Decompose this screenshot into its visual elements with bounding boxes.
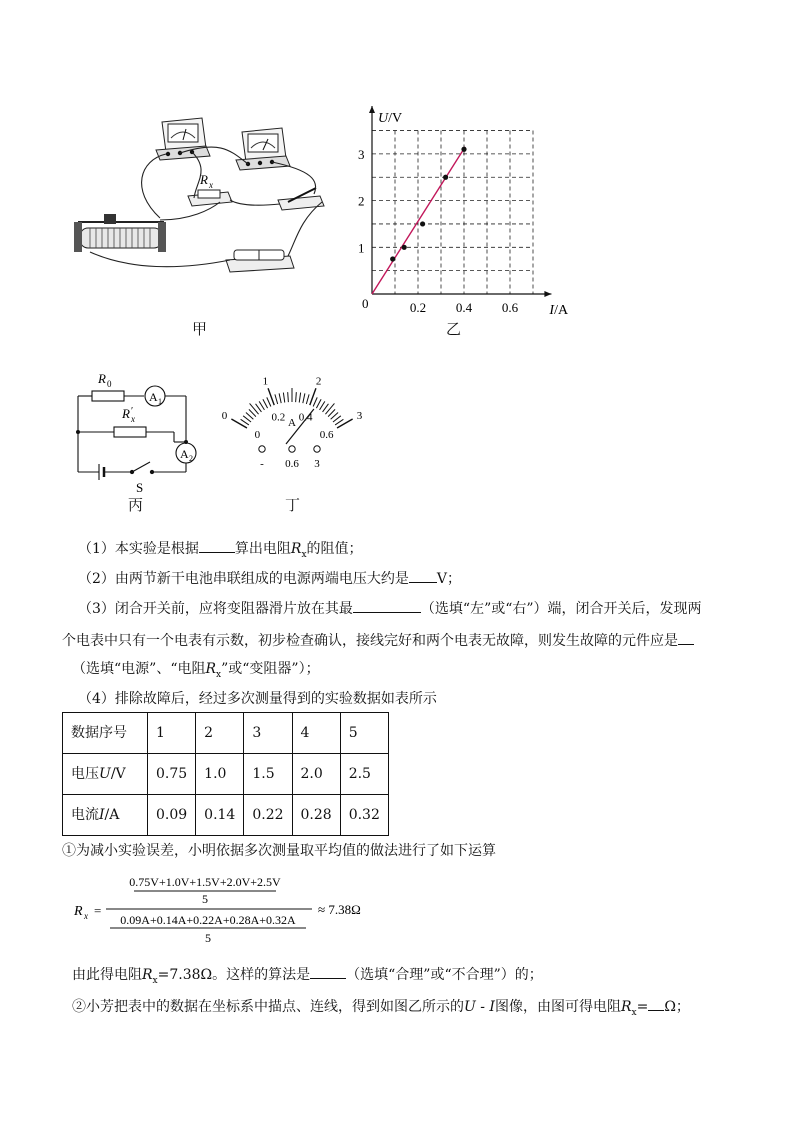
blank-q3b[interactable] (678, 630, 694, 645)
figure-yi-ui-chart (345, 100, 585, 340)
formula-den-bottom: 5 (205, 931, 211, 945)
a1-label: A (149, 390, 158, 404)
battery-pack (226, 250, 294, 272)
dial-tick (335, 419, 343, 425)
table-header-cell: 数据序号 (63, 713, 148, 754)
dial-tick (316, 399, 321, 408)
blank-resistance[interactable] (648, 996, 664, 1011)
x-axis-label-unit: /A (554, 303, 569, 318)
dial-tick (263, 399, 268, 408)
table-cell: 0.14 (196, 795, 244, 836)
step-1: ①为减小实验误差，小明依据多次测量取平均值的做法进行了如下运算 (62, 843, 496, 859)
rx-subscript: x (209, 180, 213, 190)
data-point (461, 147, 466, 152)
a1-subscript: 1 (158, 397, 162, 406)
question-3-line1: （3）闭合开关前，应将变阻器滑片放在其最 （选填“左”或“右”）端，闭合开关后，发现两 (78, 598, 702, 618)
dial-tick (231, 419, 247, 428)
formula-lhs: R (74, 904, 83, 919)
rheostat (74, 214, 166, 252)
table-row (63, 795, 389, 836)
dial-tick (333, 416, 341, 422)
y-axis-arrow (369, 106, 375, 113)
dial-tick (296, 392, 297, 402)
dial-tick (243, 416, 251, 422)
dial-tick (275, 394, 278, 404)
formula-lhs-sub: x (84, 911, 88, 921)
table-row (63, 713, 389, 754)
origin-label: 0 (362, 296, 369, 311)
formula-num-bottom: 5 (202, 892, 208, 906)
y-axis-label (378, 111, 402, 126)
blank-reasonable[interactable] (310, 964, 346, 979)
x-axis-arrow (544, 291, 551, 297)
dial-tick (241, 419, 249, 425)
dial-tick (288, 392, 289, 402)
data-table (62, 712, 389, 836)
table-cell: 0.09 (148, 795, 196, 836)
resistor-r0 (92, 391, 124, 401)
voltmeter (156, 118, 210, 160)
question-3-line2: 个电表中只有一个电表有示数，初步检查确认，接线完好和两个电表无故障，则发生故障的元件应是 (62, 630, 694, 650)
x-tick-label: 0.6 (501, 300, 519, 315)
x-axis-label-var: I (549, 303, 555, 318)
x-axis-label (548, 303, 569, 318)
y-tick-label: 3 (358, 146, 365, 162)
dial-bottom-scale-label: 0 (254, 429, 261, 441)
figure-jia-caption: 甲 (192, 320, 208, 338)
question-3-line3: （选填“电源”、“电阻$R_x$”或“变阻器”）； (72, 661, 320, 680)
table-cell: 0.75 (148, 754, 196, 795)
table-cell: 1 (148, 713, 196, 754)
series-line (372, 147, 465, 294)
table-cell: 2 (196, 713, 244, 754)
dial-top-scale-label: 1 (262, 375, 269, 388)
switch-s (132, 462, 150, 472)
figure-jia-apparatus (70, 110, 340, 280)
dial-tick (306, 394, 309, 404)
dial-tick (250, 403, 259, 414)
y-axis-label-unit: /V (388, 111, 403, 126)
dial-top-scale-label: 3 (356, 410, 363, 422)
formula-result: ≈ 7.38Ω (318, 902, 361, 917)
x-tick-label: 0.2 (409, 300, 427, 315)
y-tick-label: 1 (358, 240, 365, 256)
r0-label: R (98, 371, 106, 386)
table-cell: 5 (340, 713, 388, 754)
rx-label: R (200, 172, 208, 187)
dial-terminal (314, 446, 320, 452)
table-cell: 0.32 (340, 795, 388, 836)
blank-q3a[interactable] (353, 598, 421, 613)
question-4: （4）排除故障后，经过多次测量得到的实验数据如表所示 (78, 691, 437, 707)
figure-bing-circuit (62, 362, 212, 497)
table-cell: 4 (292, 713, 340, 754)
figure-ding-ammeter-dial (205, 362, 380, 477)
result-line: 由此得电阻$R_x=7.38\Omega$。这样的算法是 （选填“合理”或“不合理”）的； (72, 964, 543, 990)
dial-terminal (259, 446, 265, 452)
rx-prime-subscript: x (131, 414, 135, 424)
dial-bottom-scale-label: 0.6 (319, 429, 334, 441)
a2-label: A (180, 447, 189, 461)
table-cell: 0.22 (244, 795, 292, 836)
dial-bottom-scale-label: 0.4 (298, 411, 313, 424)
r0-subscript: 0 (107, 379, 112, 389)
dial-tick (337, 419, 353, 428)
dial-tick (279, 393, 281, 403)
blank-q2[interactable] (409, 568, 437, 583)
dial-tick (325, 403, 334, 414)
figure-yi-caption: 乙 (446, 320, 462, 338)
table-row-label: 电流I/A (63, 795, 148, 836)
table-cell: 1.5 (244, 754, 292, 795)
y-axis-label-var: U (378, 111, 389, 126)
rx-prime-label: R (122, 406, 130, 421)
data-point (420, 221, 425, 226)
question-2: （2）由两节新干电池串联组成的电源两端电压大约是 V； (78, 568, 461, 588)
dial-tick (299, 393, 300, 403)
table-row (63, 754, 389, 795)
figure-bing-caption: 丙 (128, 496, 144, 514)
dial-tick (313, 397, 317, 406)
formula-num-top: 0.75V+1.0V+1.5V+2.0V+2.5V (129, 875, 281, 889)
dial-tick (320, 401, 325, 409)
blank-q1[interactable] (199, 538, 235, 553)
table-row-label: 电压U/V (63, 754, 148, 795)
figure-ding-caption: 丁 (285, 496, 301, 514)
dial-tick (303, 393, 305, 403)
dial-terminal-label: - (260, 458, 264, 470)
a2-subscript: 2 (189, 454, 193, 463)
table-cell: 0.28 (292, 795, 340, 836)
step-2: ②小芳把表中的数据在坐标系中描点、连线，得到如图乙所示的U - I图像，由图可得电阻$R_x= \Omega$； (72, 996, 690, 1022)
table-cell: 1.0 (196, 754, 244, 795)
dial-tick (267, 397, 271, 406)
data-point (443, 175, 448, 180)
x-tick-label: 0.4 (455, 300, 473, 315)
dial-tick (256, 404, 262, 412)
question-1: （1）本实验是根据 算出电阻$R_x$的阻值； (78, 538, 363, 564)
dial-terminal (289, 446, 295, 452)
dial-tick (283, 393, 284, 403)
dial-top-scale-label: 2 (315, 375, 322, 388)
table-cell: 2.5 (340, 754, 388, 795)
table-cell: 2.0 (292, 754, 340, 795)
data-point (402, 245, 407, 250)
dial-bottom-scale-label: 0.2 (271, 411, 286, 424)
switch-label: S (136, 480, 144, 495)
y-tick-label: 2 (358, 193, 365, 209)
formula-den-top: 0.09A+0.14A+0.22A+0.28A+0.32A (120, 913, 296, 927)
dial-unit-label: A (288, 417, 296, 429)
resistor-rx-prime (114, 427, 146, 437)
dial-terminal-label: 3 (314, 458, 320, 470)
resistor-rx (188, 172, 232, 206)
rx-prime-mark: ′ (131, 406, 134, 417)
dial-top-scale-label: 0 (221, 410, 228, 422)
data-point (390, 256, 395, 261)
formula-eq: = (94, 903, 102, 918)
dial-terminal-label: 0.6 (285, 458, 299, 470)
ammeter (236, 128, 290, 170)
table-cell: 3 (244, 713, 292, 754)
average-formula (70, 870, 390, 950)
dial-tick (259, 401, 264, 409)
dial-tick (323, 404, 329, 412)
